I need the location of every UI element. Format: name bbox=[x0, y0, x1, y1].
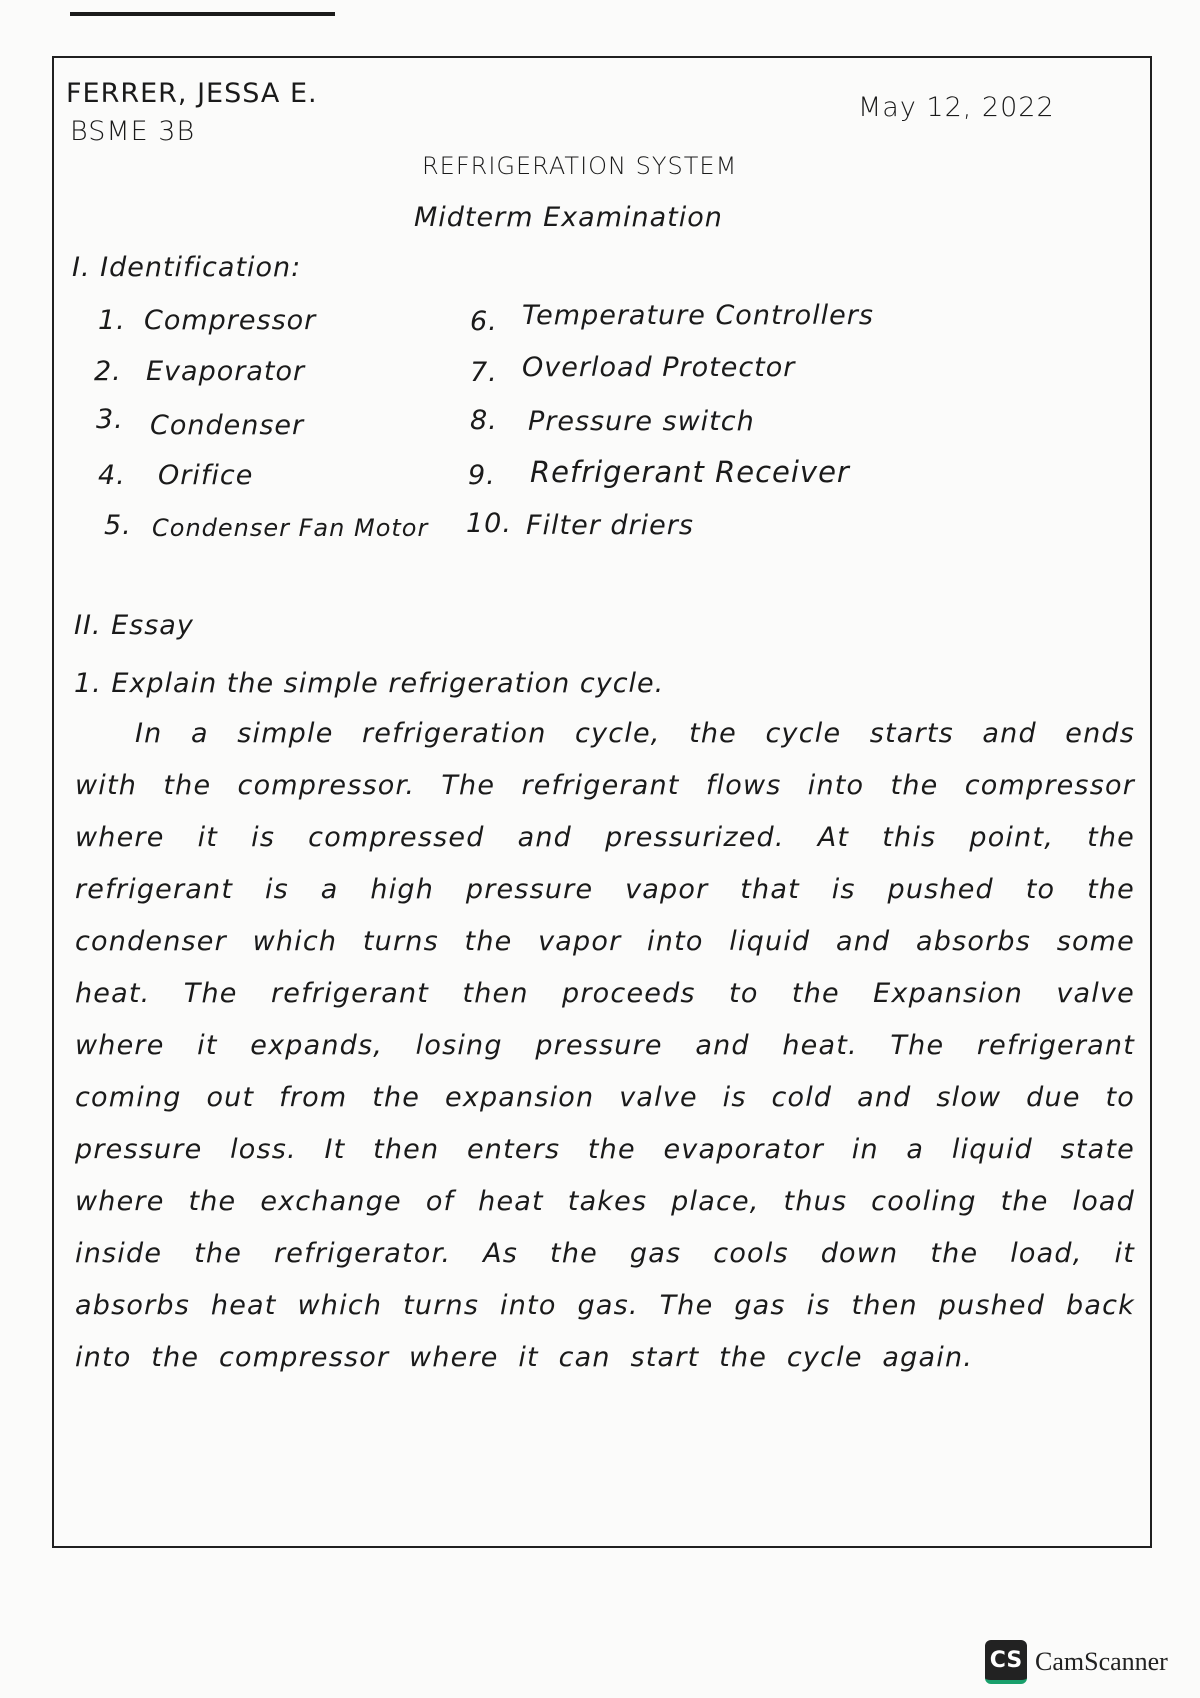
student-course: BSME 3B bbox=[70, 116, 196, 147]
list-item-number: 6. bbox=[470, 306, 498, 337]
list-item: Orifice bbox=[158, 460, 254, 491]
list-item-number: 1. bbox=[98, 305, 126, 336]
list-item-number: 4. bbox=[98, 460, 126, 491]
list-item-number: 9. bbox=[468, 460, 496, 491]
identification-heading: I. Identification: bbox=[72, 252, 302, 283]
list-item: Evaporator bbox=[146, 356, 306, 387]
list-item: Refrigerant Receiver bbox=[530, 455, 850, 489]
list-item-number: 8. bbox=[470, 405, 498, 436]
exam-date: May 12, 2022 bbox=[858, 92, 1055, 123]
essay-question: 1. Explain the simple refrigeration cycle. bbox=[74, 668, 665, 699]
list-item-number: 2. bbox=[94, 356, 122, 387]
list-item-number: 5. bbox=[104, 510, 132, 541]
list-item: Pressure switch bbox=[528, 406, 755, 437]
list-item: Filter driers bbox=[526, 510, 694, 541]
list-item: Compressor bbox=[144, 305, 317, 336]
list-item-number: 3. bbox=[96, 404, 124, 435]
list-item-number: 10. bbox=[466, 508, 512, 539]
top-edge-line bbox=[70, 12, 335, 16]
list-item: Temperature Controllers bbox=[522, 300, 874, 331]
camscanner-watermark bbox=[985, 1640, 1168, 1684]
essay-answer bbox=[75, 708, 1135, 1384]
list-item: Overload Protector bbox=[522, 352, 796, 383]
student-name: FERRER, JESSA E. bbox=[66, 78, 318, 109]
camscanner-label: CamScanner bbox=[1035, 1647, 1168, 1676]
list-item: Condenser Fan Motor bbox=[152, 514, 429, 542]
list-item-number: 7. bbox=[470, 357, 498, 388]
exam-subtitle: Midterm Examination bbox=[414, 202, 723, 233]
exam-title: REFRIGERATION SYSTEM bbox=[422, 152, 738, 180]
essay-answer-text: In a simple refrigeration cycle, the cycle starts and ends with the compressor. The refrigerant flows into the compressor where it is compressed and pressurized. At this point, the refrigerant is a high pressure vapor that is pushed to the condenser which turns the vapor into liquid and absorbs some heat. The refrigerant then proceeds to the Expansion valve where it expands, losing pressure and heat. The refrigerant coming out from the expansion valve is cold and slow due to pressure loss. It then enters the evaporator in a liquid state where the exchange of heat takes place, thus cooling the load inside the refrigerator. As the gas cools down the load, it absorbs heat which turns into gas. The gas is then pushed back into the compressor where it can start the cycle again. bbox=[75, 718, 1135, 1373]
camscanner-logo-icon: CS bbox=[985, 1640, 1027, 1684]
list-item: Condenser bbox=[150, 410, 305, 441]
essay-heading: II. Essay bbox=[74, 610, 194, 641]
